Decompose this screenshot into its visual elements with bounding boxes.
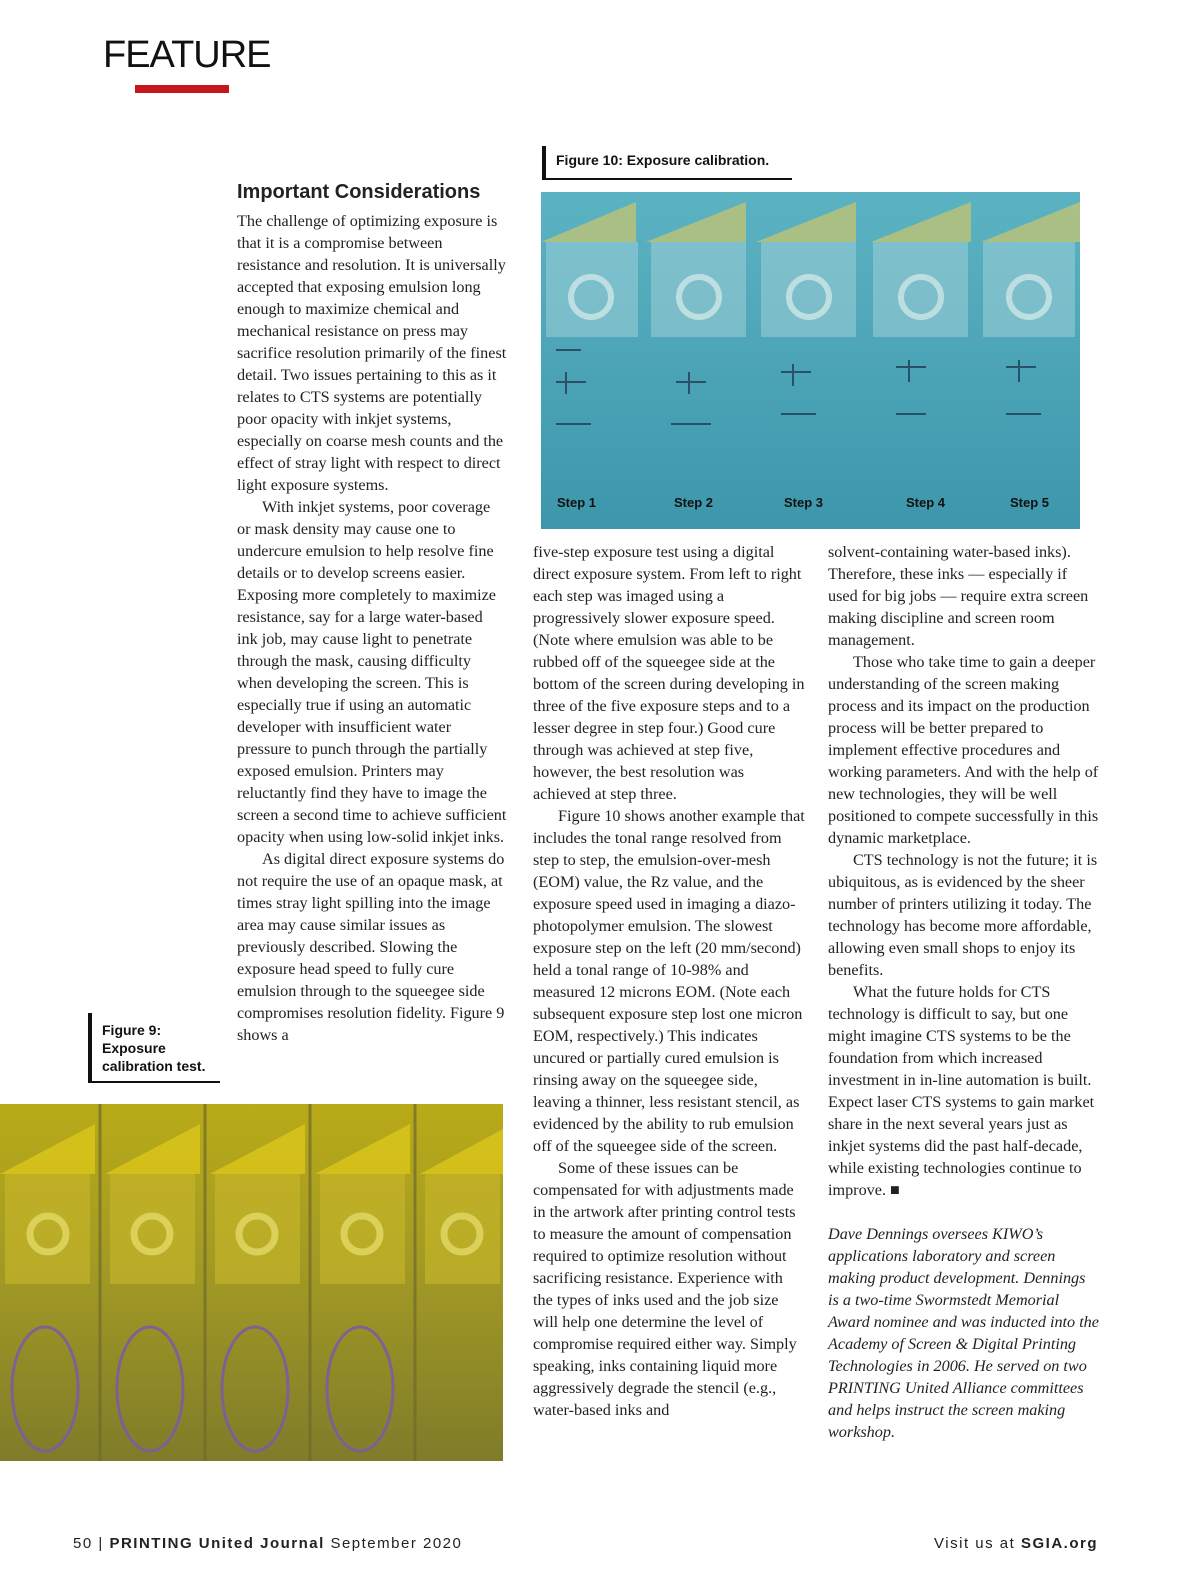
step-label-2: Step 2 — [674, 495, 714, 510]
figure-9-caption-line: Figure 9: — [102, 1022, 162, 1038]
section-label: FEATURE — [103, 34, 271, 76]
text-column-2 — [533, 541, 805, 1421]
text-column-1 — [237, 210, 507, 1046]
step-label-5: Step 5 — [1010, 495, 1050, 510]
article-heading: Important Considerations — [237, 181, 481, 203]
journal-name: PRINTING United Journal — [109, 1535, 325, 1552]
figure-10-photo — [541, 192, 1080, 529]
paragraph: What the future holds for CTS technology is difficult to say, but one might imagine CTS systems to be the foundation from which increased investment in in-line automation is built. Expect laser CTS systems to gain market share in the next several years just as inkjet systems did the past half-decade, while existing technologies continue to improve. ■ — [828, 983, 1095, 1199]
paragraph: CTS technology is not the future; it is ubiquitous, as is evidenced by the sheer number of printers utilizing it today. The technology has become more affordable, allowing even small shops to enjoy its benefits. — [828, 851, 1098, 979]
visit-prefix: Visit us at — [934, 1535, 1016, 1552]
page-number: 50 — [73, 1535, 93, 1552]
figure-9-photo — [0, 1104, 503, 1461]
paragraph: As digital direct exposure systems do not require the use of an opaque mask, at times stray light spilling into the image area may cause similar issues as previously described. Slowing the exposure head speed to fully cure emulsion through to the squeegee side compromises resolution fidelity. Figure 9 shows a — [237, 850, 505, 1044]
photo-exposure-test-icon — [0, 1104, 503, 1461]
website-link[interactable]: SGIA.org — [1020, 1535, 1098, 1552]
figure-9-caption — [88, 1013, 220, 1083]
step-label-4: Step 4 — [906, 495, 946, 510]
figure-10-caption: Figure 10: Exposure calibration. — [542, 146, 792, 180]
paragraph: Figure 10 shows another example that includes the tonal range resolved from step to step, the emulsion-over-mesh (EOM) value, the Rz value, and the exposure speed used in imaging a diazo-photopolymer emulsion. The slowest exposure step on the left (20 mm/second) held a tonal range of 10-98% and measured 12 microns EOM. (Note each subsequent exposure step lost one micron EOM, respectively.) This indicates uncured or partially cured emulsion is rinsing away on the squeegee side, leaving a thinner, less resistant stencil, as evidenced by the ability to rub emulsion off of the squeegee side of the screen. — [533, 807, 805, 1155]
figure-9-caption-line: calibration test. — [102, 1058, 206, 1074]
issue-date: September 2020 — [330, 1535, 463, 1552]
footer-page-info — [73, 1535, 462, 1552]
photo-exposure-steps-icon — [541, 192, 1080, 529]
paragraph: With inkjet systems, poor coverage or mask density may cause one to undercure emulsion to help resolve fine details or to develop screens easier. Exposing more completely to maximize resistance, say for a large water-based ink job, may cause light to penetrate through the mask, causing difficulty when developing the screen. This is especially true if using an automatic developer with insufficient water pressure to punch through the partially exposed emulsion. Printers may reluctantly find they have to image the screen a second time to achieve sufficient opacity when using low-solid inkjet inks. — [237, 498, 507, 846]
footer-website — [934, 1535, 1098, 1552]
section-accent-rule — [135, 85, 229, 93]
text-column-3 — [828, 541, 1100, 1443]
paragraph: solvent-containing water-based inks). Therefore, these inks — especially if used for big jobs — require extra screen making discipline and screen room management. — [828, 543, 1089, 649]
step-label-1: Step 1 — [557, 495, 597, 510]
paragraph: The challenge of optimizing exposure is that it is a compromise between resistance and resolution. It is universally accepted that exposing emulsion long enough to maximize chemical and mechanical resistance on press may sacrifice resolution primarily of the finest detail. Two issues pertaining to this as it relates to CTS systems are potentially poor opacity with inkjet systems, especially on coarse mesh counts and the effect of stray light with respect to direct light exposure systems. — [237, 212, 507, 494]
footer-separator: | — [98, 1535, 104, 1552]
paragraph: Those who take time to gain a deeper understanding of the screen making process and its impact on the production process will be better prepared to implement effective procedures and working parameters. And with the help of new technologies, they will be well positioned to compete successfully in this dynamic marketplace. — [828, 653, 1099, 847]
paragraph: five-step exposure test using a digital direct exposure system. From left to right each step was imaged using a progressively slower exposure speed. (Note where emulsion was able to be rubbed off of the squeegee side at the bottom of the screen during developing in three of the five exposure steps and to a lesser degree in step four.) Good cure through was achieved at step five, however, the best resolution was achieved at step three. — [533, 543, 805, 803]
author-bio: Dave Dennings oversees KIWO’s applications laboratory and screen making product development. Dennings is a two-time Swormstedt Memorial Award nominee and was inducted into the Academy of Screen & Digital Printing Technologies in 2006. He served on two PRINTING United Alliance committees and helps instruct the screen making workshop. — [828, 1225, 1099, 1441]
paragraph: Some of these issues can be compensated for with adjustments made in the artwork after printing control tests to measure the amount of compensation required to optimize resolution without sacrificing resistance. Experience with the types of inks used and the job size will help one determine the level of compromise required either way. Simply speaking, inks containing liquid more aggressively degrade the stencil (e.g., water-based inks and — [533, 1159, 797, 1419]
figure-9-caption-line: Exposure — [102, 1040, 166, 1056]
step-label-3: Step 3 — [784, 495, 824, 510]
